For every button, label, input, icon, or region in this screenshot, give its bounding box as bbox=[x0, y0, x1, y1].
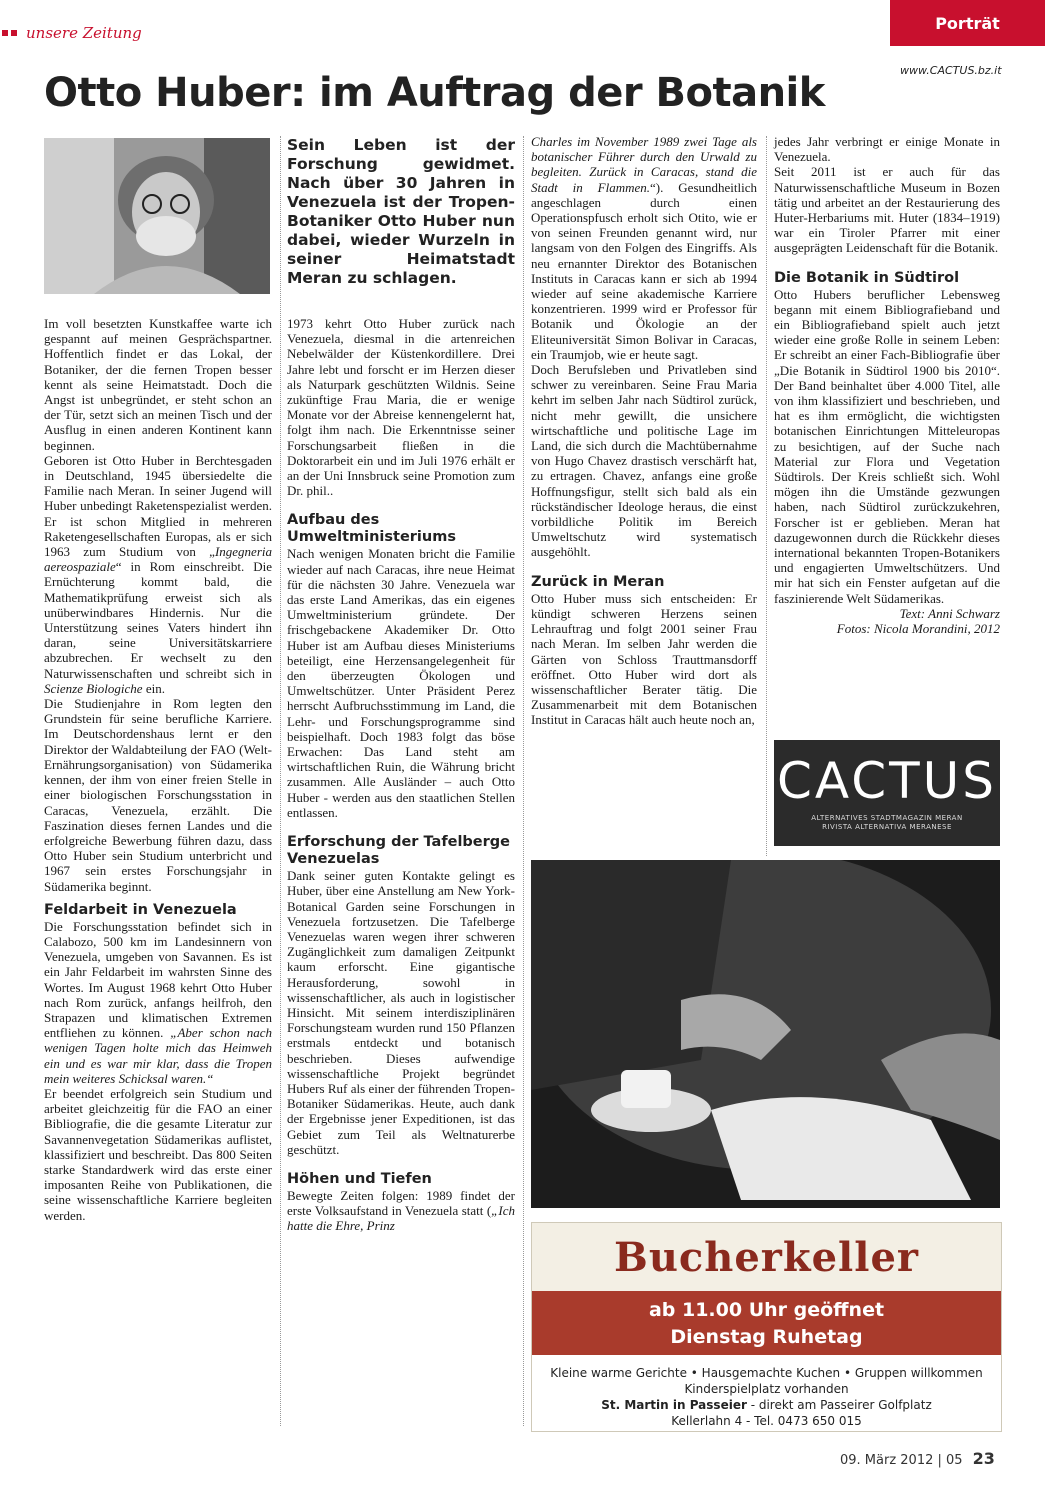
body-paragraph: Charles im November 1989 zwei Tage als botanischer Führer durch den Urwald zu begleiten. Zurück in Caracas, stand die Stadt in Flammen.“). Gesundheitlich angeschlagen durch einen Operationspfusch erholt sich Otito, wie er von seinen Freunden genannt wird, nur langsam von den Folgen des Eingriffs. Als neu ernannter Direktor des Botanischen Instituts in Caracas kann er sich ab 1994 wieder auf seine akademische Karriere konzentrieren. 1999 wird er Professor für Botanik und Ökologie an der Eliteuniversität Simon Bolivar in Caracas, ein Traumjob, wie er heute sagt. bbox=[531, 134, 758, 362]
brand-name: unsere Zeitung bbox=[26, 24, 142, 42]
cactus-logo-tagline: RIVISTA ALTERNATIVA MERANESE bbox=[822, 823, 952, 831]
ad-playground-line: Kinderspielplatz vorhanden bbox=[684, 1382, 849, 1396]
ad-opening-line: ab 11.00 Uhr geöffnet bbox=[648, 1299, 885, 1321]
ad-header bbox=[532, 1223, 1001, 1291]
bucherkeller-ad bbox=[531, 1222, 1002, 1432]
body-paragraph: Dank seiner guten Kontakte gelingt es Huber, über eine Anstellung am New York-Botanical Garden seine Forschungen in Venezuela fortzusetzen. Die Tafelberge Venezuelas waren wegen ihrer schweren Zugänglichkeit zum damaligen Zeitpunkt kaum erforscht. Eine gigantische Herausforderung, sowohl in wissenschaftlicher, als auch in logistischer Hinsicht. Mit seinem interdisziplinären Forschungsteam wurden rund 150 Pflanzen erstmals entdeckt und botanisch beschrieben. Dieses aufwendige wissenschaftliche Projekt begründet Hubers Ruf als einer der führenden Tropen-Botaniker Südamerikas. Heute, auch dank der Ergebnisse jener Expeditionen, ist das Gebiet zum Teil als Weltnaturerbe geschützt. bbox=[287, 868, 515, 1157]
ad-location-line: St. Martin in Passeier - direkt am Passeirer Golfplatz bbox=[601, 1398, 932, 1412]
article-column-2 bbox=[287, 316, 515, 1234]
ad-opening-hours bbox=[532, 1291, 1001, 1355]
photo-credit: Fotos: Nicola Morandini, 2012 bbox=[836, 621, 1000, 637]
body-paragraph: Er beendet erfolgreich sein Studium und arbeitet gleichzeitig für die FAO an einer Bibliografie, die die gesamte Literatur zur Savannenvegetation Südamerikas auflistet, klassifiziert und beschreibt. Das 800 Seiten starke Standardwerk wird das erste einer imposanten Reihe von Publikationen, die seine wissenschaftliche Karriere begleiten werden. bbox=[44, 1085, 272, 1223]
body-paragraph: Seit 2011 ist er auch für das Naturwissenschaftliche Museum in Bozen tätig und arbeitet an der Restaurierung des Huter-Herbariums mit. Huter (1834–1919) war ein Tiroler Pfarrer mit einer ausgeprägten Leidenschaft für die Botanik. bbox=[774, 164, 1000, 256]
section-heading: Höhen und Tiefen bbox=[287, 1170, 432, 1187]
body-paragraph: jedes Jahr verbringt er einige Monate in Venezuela. bbox=[774, 134, 1000, 165]
portrait-illustration bbox=[44, 138, 270, 294]
section-heading: Zurück in Meran bbox=[531, 573, 665, 590]
page-footer bbox=[840, 1449, 995, 1468]
section-rubric: Porträt bbox=[890, 0, 1045, 46]
section-heading: Aufbau des Umweltministeriums bbox=[287, 512, 456, 546]
ad-address-line: Kellerlahn 4 - Tel. 0473 650 015 bbox=[671, 1414, 862, 1428]
author-credit: Text: Anni Schwarz bbox=[899, 605, 1000, 621]
body-paragraph: Die Forschungsstation befindet sich in Calabozo, 500 km im Landesinnern von Venezuela, umgeben von Savannen. Es ist ein Jahr Feldarbeit im wahrsten Sinne des Wortes. Im August 1968 kehrt Otto Huber nach Rom zurück, anfangs heilfroh, den Strapazen und klimatischen Extremen entfliehen zu können. „Aber schon nach wenigen Tagen holte mich das Heimweh ein und es war mir klar, dass die Tropen mein weiteres Schicksal waren.“ bbox=[44, 918, 272, 1086]
ad-offer-line: Kleine warme Gerichte • Hausgemachte Kuchen • Gruppen willkommen bbox=[550, 1366, 983, 1380]
lead-paragraph: Sein Leben ist der Forschung gewidmet. Nach über 30 Jahren in Venezuela ist der Tropen-Botaniker Otto Huber nun dabei, wieder Wurzeln in seiner Heimatstadt Meran zu schlagen. bbox=[287, 136, 515, 287]
body-paragraph: Geboren ist Otto Huber in Berchtesgaden in Deutschland, 1945 übersiedelte die Familie nach Meran. In seiner Jugend will Huber unbedingt Raketenspezialist werden. Er ist schon Mitglied in mehreren Raketengesellschaften Europas, als er sich 1963 zum Studium von „Ingegneria aereospaziale“ in Rom einschreibt. Die Ernüchterung kommt bald, die Mathematikprüfung erweist sich als unüberwindbares Hindernis. Nur die Unterstützung seines Vaters hindert ihn daran, seine Universitätskarriere abzubrechen. Er wechselt zu den Naturwissenschaften und schreibt sich in Scienze Biologiche ein. bbox=[44, 452, 272, 696]
ad-closed-day: Dienstag Ruhetag bbox=[670, 1326, 863, 1348]
page-number: 23 bbox=[972, 1449, 995, 1468]
section-heading: Feldarbeit in Venezuela bbox=[44, 901, 237, 918]
body-paragraph: Im voll besetzten Kunstkaffee warte ich gespannt auf meinen Gesprächspartner. Hoffentlich findet er das Lokal, der Botaniker, der die fernen Tropen besser kennt als seine Heimatstadt. Doch die Angst ist unbegründet, er steht schon an der Tür, setzt sich an meinen Tisch und der Ausflug in einen anderen Kontinent kann beginnen. bbox=[44, 316, 272, 453]
brand-square-icon bbox=[2, 30, 8, 36]
hands-photo bbox=[531, 860, 1000, 1208]
body-paragraph: Otto Huber muss sich entscheiden: Er kündigt schweren Herzens seinen Lehrauftrag und folgt 2001 seiner Frau nach Meran. Im selben Jahr werden die Gärten von Schloss Trauttmansdorff eröffnet. Otto Huber wird dort als wissenschaftlicher Berater tätig. Die Zusammenarbeit mit dem Botanischen Institut in Caracas hält auch heute noch an, bbox=[531, 590, 757, 728]
column-divider bbox=[766, 136, 767, 856]
section-heading: Erforschung der Tafelberge Venezuelas bbox=[287, 834, 511, 868]
body-paragraph: Otto Hubers beruflicher Lebensweg begann mit einem Bibliografieband und ein Bibliografieband spielt auch jetzt wieder eine große Rolle in seinem Leben: Er schreibt an einer Fach-Bibliografie über „Die Botanik in Südtirol 1900 bis 2010“. Der Band beinhaltet über 4.000 Titel, alle von ihm klassifiziert und beschrieben, und hat es ihm ermöglicht, die wichtigsten botanischen Einrichtungen Mitteleuropas zu besichtigen, auf der Suche nach Material zur Flora und Vegetation Südtirols. Der Kreis schließt sich. Wohl mögen ihn die Umstände gezwungen haben, nach Südtirol zurückzukehren, Forscher ist er geblieben. Meran hat dazugewonnen durch die Rückkehr dieses international bekannten Tropen-Botanikers und engagierten Umweltschützers. Und mir hat sich ein Fenster aufgetan auf die faszinierende Welt Südamerikas. bbox=[774, 286, 1000, 606]
article-column-4 bbox=[774, 134, 1000, 636]
brand-mark bbox=[2, 24, 142, 42]
body-paragraph: 1973 kehrt Otto Huber zurück nach Venezuela, diesmal in die artenreichen Nebelwälder der Küstenkordillere. Drei Jahre lebt und forscht er im Herzen dieser als Naturpark geschützten Wildnis. Seine zukünftige Frau Maria, die er wenige Monate vor der Abreise kennengelernt hat, folgt ihm nach. Die Erkenntnisse seiner Forschungsarbeit fließen in die Doktorarbeit ein und im Juli 1976 erhält er an der Uni Innsbruck seine Promotion zum Dr. phil.. bbox=[287, 316, 515, 499]
column-divider bbox=[280, 136, 281, 1426]
body-paragraph: Bewegte Zeiten folgen: 1989 findet der erste Volksaufstand in Venezuela statt („Ich hatte die Ehre, Prinz bbox=[287, 1187, 515, 1234]
article-column-1 bbox=[44, 316, 272, 1223]
brand-square-icon bbox=[11, 30, 17, 36]
issue-date: 09. März 2012 | 05 bbox=[840, 1453, 963, 1468]
column-divider bbox=[523, 136, 524, 1426]
magazine-url: www.CACTUS.bz.it bbox=[900, 64, 1002, 77]
article-column-3 bbox=[531, 134, 757, 728]
portrait-photo bbox=[44, 138, 270, 294]
page-title: Otto Huber: im Auftrag der Botanik bbox=[44, 70, 825, 116]
cactus-logo bbox=[774, 740, 1000, 846]
hands-illustration bbox=[531, 860, 1000, 1208]
body-paragraph: Nach wenigen Monaten bricht die Familie wieder auf nach Caracas, ihre neue Heimat für die nächsten 30 Jahre. Venezuela war das erste Land Amerikas, das ein eigenes Umweltministerium gründete. Der frischgebackene Akademiker Dr. Otto Huber ist am Aufbau dieses Ministeriums beteiligt, eine Herzensangelegenheit für den überzeugten Ökologen und Umweltschützer. Unter Präsident Perez herrscht Aufbruchsstimmung im Land, die Lehr- und Forschungsprogramme sind beispielhaft. Doch 1983 folgt das böse Erwachen: Das Land steht am wirtschaftlichen Ruin, die Währung bricht zusammen. Alle Ausländer – auch Otto Huber - werden aus den staatlichen Stellen entlassen. bbox=[287, 546, 515, 820]
body-paragraph: Doch Berufsleben und Privatleben sind schwer zu vereinbaren. Seine Frau Maria kehrt im selben Jahr nach Südtirol zurück, nicht mehr gewillt, die unsichere wirtschaftliche und politische Lage im Land, die sich durch die Machtübernahme von Hugo Chavez drastisch verschärft hat, zu ertragen. Chavez, anfangs eine große Hoffnungsfigur, stellt sich bald als ein rückständischer Ideologe heraus, die einst vorbildliche Politik im Bereich Umweltschutz wird systematisch ausgehöhlt. bbox=[531, 362, 757, 560]
ad-brand-name: Bucherkeller bbox=[614, 1233, 919, 1281]
cactus-logo-tagline: ALTERNATIVES STADTMAGAZIN MERAN bbox=[811, 814, 963, 822]
ad-info bbox=[532, 1355, 1001, 1429]
section-heading: Die Botanik in Südtirol bbox=[774, 269, 960, 286]
cactus-logo-name: CACTUS bbox=[776, 752, 998, 810]
body-paragraph: Die Studienjahre in Rom legten den Grundstein für seine berufliche Karriere. Im Deutschordenshaus lernt er den Direktor der Waldabteilung der FAO (Welt-Ernährungsorganisation) von Südamerika kennen, der ihm von einer freien Stelle in einer biologischen Forschungsstation in Caracas, Venezuela, erzählt. Die Faszination dieses fernen Landes und die erfolgreiche Bewerbung führen dazu, dass Otto Huber sein Studium unterbricht und 1967 sein erstes Forschungsjahr in Südamerika beginnt. bbox=[44, 696, 272, 894]
